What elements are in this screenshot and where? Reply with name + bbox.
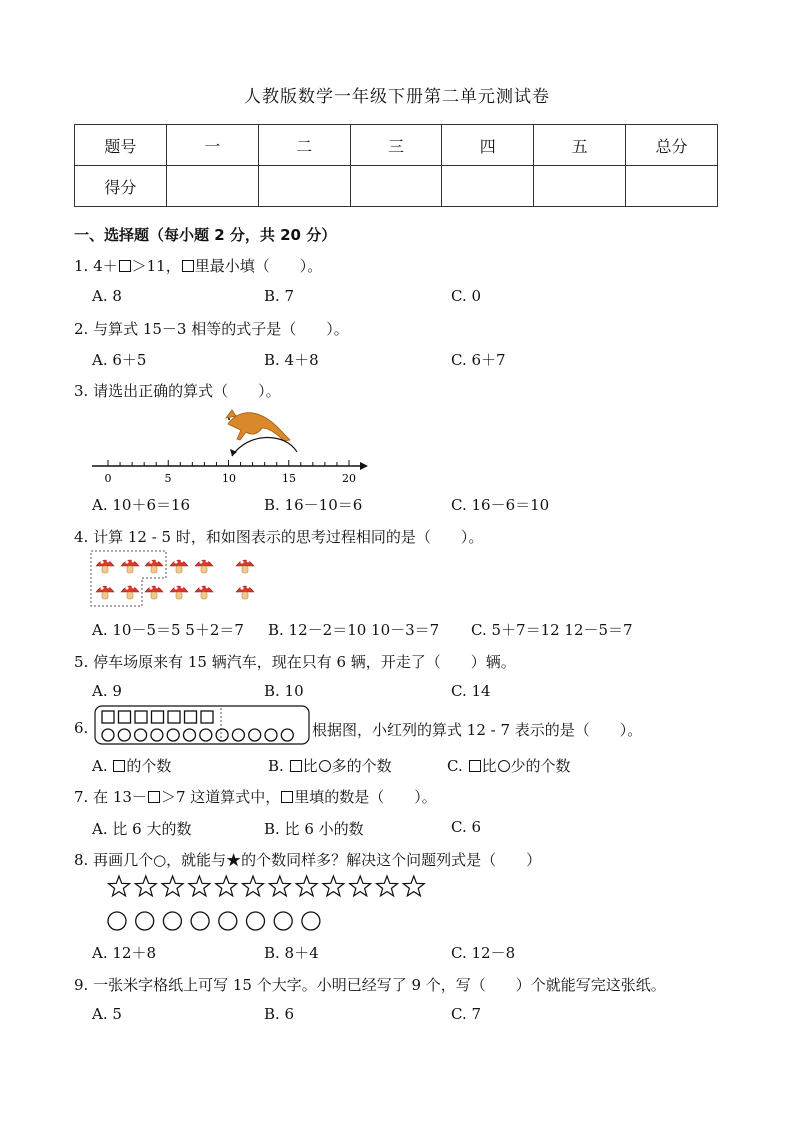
square-shape — [102, 711, 114, 723]
question-4-option-c[interactable]: C. 5＋7＝12 12－5＝7 — [471, 621, 633, 639]
circle-shape — [232, 729, 244, 741]
question-2-option-a[interactable]: A. 6＋5 — [92, 351, 147, 369]
question-4-option-b[interactable]: B. 12－2＝10 10－3＝7 — [268, 621, 440, 639]
question-1-option-a[interactable]: A. 8 — [92, 287, 122, 305]
question-6-option-a[interactable] — [92, 755, 171, 776]
axis-label: 20 — [342, 472, 356, 485]
mushroom-icon — [121, 560, 139, 573]
question-7-option-b[interactable]: B. 比 6 小的数 — [264, 820, 364, 838]
question-7-option-c[interactable]: C. 6 — [451, 818, 482, 836]
rounded-frame — [95, 706, 309, 744]
square-shape — [201, 711, 213, 723]
option-letter: C. — [447, 757, 463, 775]
question-5-option-c[interactable]: C. 14 — [451, 682, 491, 700]
question-1-text-pre: 1. 4＋ — [74, 257, 118, 275]
question-5-option-b[interactable]: B. 10 — [264, 682, 304, 700]
square-shape — [185, 711, 197, 723]
question-1 — [74, 255, 322, 276]
circle-shape — [216, 729, 228, 741]
mushroom-icon — [96, 586, 114, 599]
question-6-number: 6. — [74, 719, 89, 737]
square-symbol-icon — [469, 760, 481, 772]
star-shape — [109, 876, 130, 896]
square-symbol-icon — [290, 760, 302, 772]
question-4: 4. 计算 12 - 5 时，和如图表示的思考过程相同的是（ ）。 — [74, 528, 484, 546]
circle-shape — [118, 729, 130, 741]
square-symbol-icon — [182, 260, 194, 272]
square-shape — [152, 711, 164, 723]
question-9: 9. 一张米字格纸上可写 15 个大字。小明已经写了 9 个，写（ ）个就能写完这张纸。 — [74, 976, 666, 994]
star-shape — [216, 876, 237, 896]
circle-shape — [274, 912, 292, 930]
square-shape — [135, 711, 147, 723]
score-cell[interactable] — [166, 166, 258, 207]
star-shape — [135, 876, 156, 896]
mushroom-icon — [170, 560, 188, 573]
question-4-option-a[interactable]: A. 10－5＝5 5＋2＝7 — [92, 621, 244, 639]
question-2: 2. 与算式 15－3 相等的式子是（ ）。 — [74, 320, 349, 338]
question-8-option-c[interactable]: C. 12－8 — [451, 944, 516, 962]
question-9-option-c[interactable]: C. 7 — [451, 1005, 482, 1023]
option-letter: B. — [268, 757, 284, 775]
question-5: 5. 停车场原来有 15 辆汽车，现在只有 6 辆，开走了（ ）辆。 — [74, 653, 516, 671]
score-header-cell: 二 — [258, 125, 350, 166]
question-6-option-b[interactable] — [268, 755, 392, 776]
question-9-option-a[interactable]: A. 5 — [92, 1005, 122, 1023]
circle-shape — [247, 912, 265, 930]
mushroom-icon — [121, 586, 139, 599]
score-cell[interactable] — [258, 166, 350, 207]
question-2-option-c[interactable]: C. 6＋7 — [451, 351, 506, 369]
question-1-text-post: ＞11， — [131, 257, 181, 275]
score-cell[interactable] — [626, 166, 718, 207]
circle-shape — [302, 912, 320, 930]
circle-shape — [108, 912, 126, 930]
circle-shape — [136, 912, 154, 930]
circle-shape — [163, 912, 181, 930]
circle-shape — [102, 729, 114, 741]
question-7-option-a[interactable]: A. 比 6 大的数 — [92, 820, 192, 838]
score-table-header-row — [75, 125, 718, 166]
square-shape — [119, 711, 131, 723]
question-7-text-pre: 7. 在 13－ — [74, 788, 147, 806]
star-shape — [162, 876, 183, 896]
score-header-cell: 一 — [166, 125, 258, 166]
option-text: 的个数 — [126, 757, 172, 775]
circle-shape — [191, 912, 209, 930]
circle-symbol-icon — [319, 760, 331, 772]
score-row-label: 得分 — [75, 166, 167, 207]
mushroom-figure — [88, 548, 268, 610]
score-cell[interactable] — [350, 166, 442, 207]
square-symbol-icon — [281, 791, 293, 803]
star-shape — [323, 876, 344, 896]
squares-circles-figure — [94, 705, 312, 747]
question-7-text-post2: 里填的数是（ ）。 — [294, 788, 437, 806]
question-7-text-post: ＞7 这道算式中， — [160, 788, 281, 806]
question-6: 根据图，小红列的算式 12 - 7 表示的是（ ）。 — [312, 721, 643, 739]
option-text: 多的个数 — [331, 757, 392, 775]
star-shape — [403, 876, 424, 896]
question-3-option-a[interactable]: A. 10＋6＝16 — [92, 496, 191, 514]
circle-shape — [281, 729, 293, 741]
question-3: 3. 请选出正确的算式（ ）。 — [74, 382, 281, 400]
question-3-option-c[interactable]: C. 16－6＝10 — [451, 496, 550, 514]
star-shape — [377, 876, 398, 896]
circle-symbol-icon — [498, 760, 510, 772]
square-shape — [168, 711, 180, 723]
option-text: 比 — [302, 757, 318, 775]
star-shape — [243, 876, 264, 896]
axis-label: 5 — [164, 472, 172, 485]
mushroom-icon — [170, 586, 188, 599]
question-1-text-post2: 里最小填（ ）。 — [194, 257, 323, 275]
axis-label: 0 — [104, 472, 112, 485]
mushroom-icon — [195, 586, 213, 599]
page-title: 人教版数学一年级下册第二单元测试卷 — [244, 87, 550, 107]
question-1-option-b[interactable]: B. 7 — [264, 287, 295, 305]
circle-shape — [184, 729, 196, 741]
axis-label: 10 — [222, 472, 236, 485]
mushroom-icon — [96, 560, 114, 573]
score-header-cell: 四 — [442, 125, 534, 166]
score-header-cell: 三 — [350, 125, 442, 166]
square-symbol-icon — [148, 791, 160, 803]
option-text: 少的个数 — [510, 757, 571, 775]
circle-shape — [219, 912, 237, 930]
number-line-arrow — [360, 462, 368, 470]
section-title: 一、选择题（每小题 2 分，共 20 分） — [74, 226, 337, 244]
question-1-option-c[interactable]: C. 0 — [451, 287, 482, 305]
star-shape — [269, 876, 290, 896]
circle-shape — [265, 729, 277, 741]
score-table — [74, 124, 718, 207]
star-shape — [189, 876, 210, 896]
circle-shape — [249, 729, 261, 741]
question-8-option-b[interactable]: B. 8＋4 — [264, 944, 319, 962]
question-6-option-c[interactable] — [447, 755, 571, 776]
mushroom-icon — [145, 560, 163, 573]
option-letter: A. — [92, 757, 108, 775]
circle-shape — [151, 729, 163, 741]
mushroom-icon — [236, 560, 254, 573]
circle-shape — [135, 729, 147, 741]
jump-arc — [232, 437, 297, 456]
score-header-cell: 五 — [534, 125, 626, 166]
score-cell[interactable] — [442, 166, 534, 207]
square-symbol-icon — [113, 760, 125, 772]
question-3-option-b[interactable]: B. 16－10＝6 — [264, 496, 363, 514]
circle-shape — [200, 729, 212, 741]
option-text: 比 — [481, 757, 497, 775]
mushroom-icon — [145, 586, 163, 599]
kangaroo-icon — [226, 410, 290, 441]
stars-circles-figure — [104, 872, 434, 936]
question-8: 8. 再画几个○，就能与★的个数同样多？解决这个问题列式是（ ） — [74, 851, 542, 869]
score-cell[interactable] — [534, 166, 626, 207]
star-shape — [296, 876, 317, 896]
square-symbol-icon — [119, 260, 131, 272]
score-table-score-row — [75, 166, 718, 207]
star-shape — [350, 876, 371, 896]
mushroom-icon — [236, 586, 254, 599]
question-5-option-a[interactable]: A. 9 — [92, 682, 122, 700]
question-7 — [74, 786, 437, 807]
question-8-option-a[interactable]: A. 12＋8 — [92, 944, 156, 962]
axis-label: 15 — [282, 472, 296, 485]
question-2-option-b[interactable]: B. 4＋8 — [264, 351, 319, 369]
mushroom-icon — [195, 560, 213, 573]
jump-arrowhead — [230, 449, 237, 456]
question-9-option-b[interactable]: B. 6 — [264, 1005, 295, 1023]
score-header-cell: 题号 — [75, 125, 167, 166]
score-header-cell: 总分 — [626, 125, 718, 166]
number-line-ticks — [108, 460, 349, 466]
circle-shape — [167, 729, 179, 741]
